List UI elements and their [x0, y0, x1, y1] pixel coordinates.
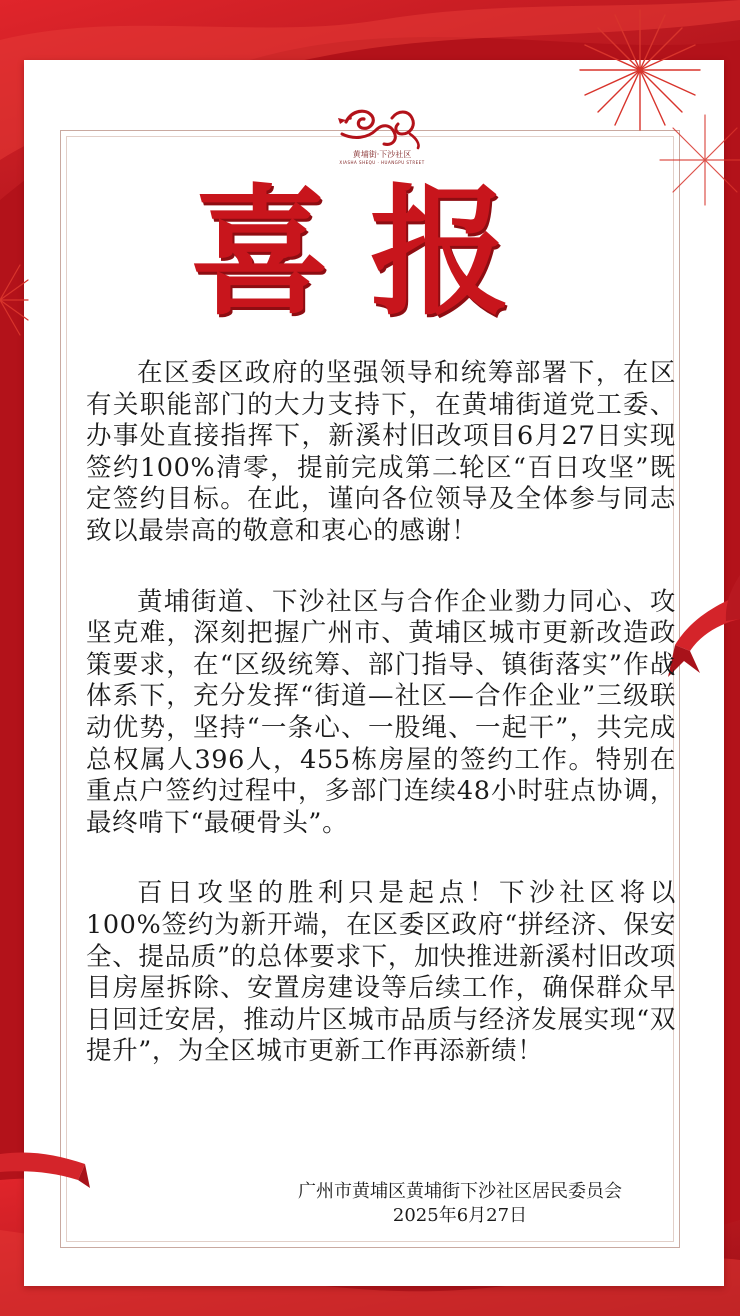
- dragon-logo-icon: [332, 104, 432, 152]
- paragraph-1: 在区委区政府的坚强领导和统筹部署下，在区有关职能部门的大力支持下，在黄埔街道党工委、办事处直接指挥下，新溪村旧改项目6月27日实现签约100%清零，提前完成第二轮区“百日攻坚”既定签约目标。在此，谨向各位领导及全体参与同志致以最崇高的敬意和衷心的感谢！: [86, 358, 676, 546]
- signature-block: [250, 1180, 670, 1228]
- paragraph-3: 百日攻坚的胜利只是起点！下沙社区将以100%签约为新开端，在区委区政府“拼经济、保安全、提品质”的总体要求下，加快推进新溪村旧改项目房屋拆除、安置房建设等后续工作，确保群众早日回迁安居，推动片区城市品质与经济发展实现“双提升”，为全区城市更新工作再添新绩！: [86, 878, 676, 1067]
- signature-date: 2025年6月27日: [392, 1205, 528, 1226]
- paragraph-2: 黄埔街道、下沙社区与合作企业勠力同心、攻坚克难，深刻把握广州市、黄埔区城市更新改造政策要求，在“区级统筹、部门指导、镇街落实”作战体系下，充分发挥“街道—社区—合作企业”三级联动优势，坚持“一条心、一股绳、一起干”，共完成总权属人396人，455栋房屋的签约工作。特别在重点户签约过程中，多部门连续48小时驻点协调，最终啃下“最硬骨头”。: [86, 586, 676, 838]
- headline-title: 喜报: [189, 171, 550, 335]
- fireworks-left-icon: [0, 250, 30, 350]
- signature-org: 广州市黄埔区黄埔街下沙社区居民委员会: [298, 1181, 622, 1202]
- logo-name-cn: 黄埔街·下沙社区: [352, 150, 412, 159]
- ribbon-left-icon: [0, 1140, 90, 1200]
- fireworks-icon: [560, 0, 740, 220]
- logo-name-en: XIASHA SHEQU · HUANGPU STREET: [339, 160, 425, 165]
- announcement-body: [86, 358, 676, 1107]
